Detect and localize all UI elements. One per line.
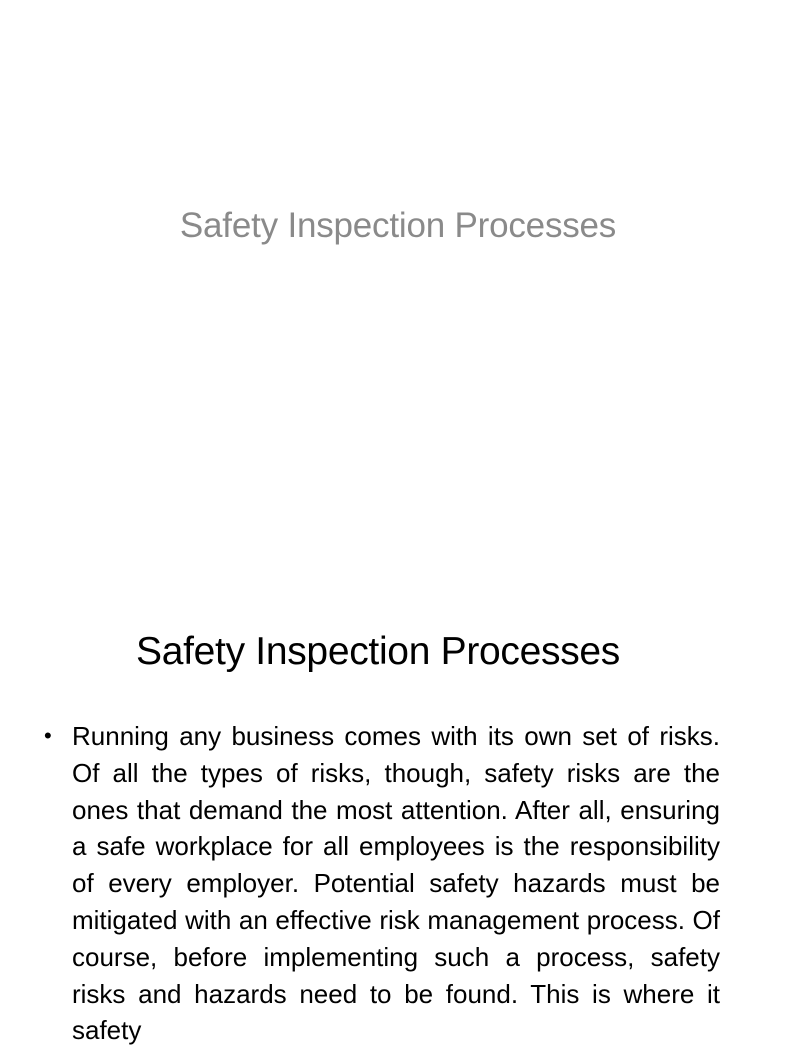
content-slide bbox=[0, 576, 768, 1046]
bullet-text: Running any business comes with its own set of risks. Of all the types of risks, though, safety risks are the ones that demand the most attention. After all, ensuring a safe workplace for all employees is the responsibility of every employer. Potential safety hazards must be mitigated with an effective risk management process. Of course, before implementing such a process, safety risks and hazards need to be found. This is where it safety bbox=[72, 721, 720, 1046]
bullet-item bbox=[40, 718, 720, 1049]
bullet-marker-icon: • bbox=[44, 723, 52, 748]
title-slide-heading: Safety Inspection Processes bbox=[179, 206, 617, 245]
content-slide-heading: Safety Inspection Processes bbox=[136, 630, 620, 673]
bullet-list bbox=[40, 718, 720, 1049]
